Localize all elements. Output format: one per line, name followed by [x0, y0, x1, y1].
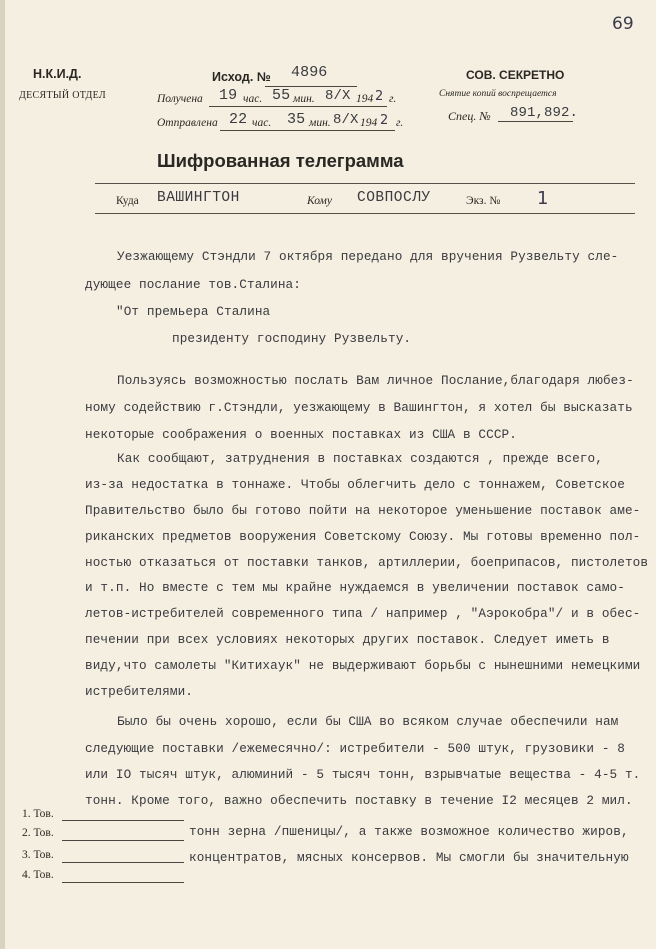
body-line: истребителями.	[85, 684, 193, 699]
copy-number-value: 1	[537, 188, 549, 209]
to-label: Кому	[307, 195, 332, 207]
address-top-rule	[95, 183, 635, 184]
sent-year-digit: 2	[380, 113, 389, 128]
body-line: или IO тысяч штук, алюминий - 5 тысяч тонн, взрывчатые вещества - 4-5 т.	[85, 767, 641, 782]
received-label: Получена	[157, 93, 203, 105]
page-edge-shadow	[0, 0, 5, 949]
copy-number-label: Экз. №	[466, 195, 501, 207]
body-line: Пользуясь возможностью послать Вам личное Послание,благодаря любез-	[117, 373, 634, 388]
received-year: 194	[356, 93, 374, 105]
sent-hour-unit: час.	[252, 117, 272, 129]
body-line: Как сообщают, затруднения в поставках создаются , прежде всего,	[117, 451, 603, 466]
sent-underline	[220, 130, 395, 131]
signatory-label: 2. Тов.	[22, 827, 54, 839]
body-line: концентратов, мясных консервов. Мы смогли бы значительную	[189, 850, 629, 865]
sent-label: Отправлена	[157, 117, 218, 129]
body-line: из-за недостатка в тоннаже. Чтобы облегчить дело с тоннажем, Советское	[85, 477, 625, 492]
sent-year: 194	[360, 117, 378, 129]
body-line: печении при всех условиях некоторых других поставок. Следует иметь в	[85, 632, 610, 647]
copy-prohibited-note: Снятие копий воспрещается	[439, 89, 557, 99]
salutation-to: президенту господину Рузвельту.	[172, 331, 412, 346]
sent-min-unit: мин.	[309, 117, 331, 129]
signatory-label: 4. Тов.	[22, 869, 54, 881]
document-title: Шифрованная телеграмма	[157, 150, 404, 171]
received-hour-unit: час.	[243, 93, 263, 105]
sent-date: 8/X	[333, 112, 359, 128]
body-line: следующие поставки /ежемесячно/: истребители - 500 штук, грузовики - 8	[85, 741, 625, 756]
body-line: виду,что самолеты "Китихаук" не выдерживают борьбы с нынешними немецкими	[85, 658, 641, 673]
outgoing-number: 4896	[291, 64, 328, 81]
sent-hour: 22	[229, 111, 248, 128]
spec-underline	[498, 121, 573, 122]
body-line: тонн зерна /пшеницы/, а также возможное количество жиров,	[189, 824, 629, 839]
body-line: некоторые соображения о военных поставках из США в СССР.	[85, 427, 517, 442]
signatory-line	[62, 882, 184, 883]
address-bottom-rule	[95, 213, 635, 214]
signatory-label: 1. Тов.	[22, 808, 54, 820]
where-value: ВАШИНГТОН	[157, 190, 240, 206]
outgoing-label: Исход. №	[212, 70, 271, 84]
received-min: 55	[272, 87, 291, 104]
body-line: ному содействию г.Стэндли, уезжающему в Вашингтон, я хотел бы высказать	[85, 400, 633, 415]
body-line: и т.п. Но вместе с тем мы крайне нуждаемся в увеличении поставок само-	[85, 580, 625, 595]
received-year-digit: 2	[375, 89, 384, 104]
to-value: СОВПОСЛУ	[357, 190, 431, 206]
received-underline	[209, 106, 387, 107]
signatory-line	[62, 862, 184, 863]
secrecy-stamp: СОВ. СЕКРЕТНО	[466, 68, 565, 82]
signatory-line	[62, 820, 184, 821]
body-line: Было бы очень хорошо, если бы США во всяком случае обеспечили нам	[117, 714, 619, 729]
body-line: тонн. Кроме того, важно обеспечить поставку в течение I2 месяцев 2 мил.	[85, 793, 633, 808]
signatory-line	[62, 840, 184, 841]
received-date: 8/X	[325, 88, 351, 104]
body-line: риканских предметов вооружения Советскому Союзу. Мы готовы временно пол-	[85, 529, 641, 544]
page-number: 69	[612, 14, 634, 34]
received-year-unit: г.	[389, 93, 397, 105]
where-label: Куда	[116, 195, 139, 207]
org-name: Н.К.И.Д.	[33, 67, 82, 81]
received-hour: 19	[219, 87, 238, 104]
body-line: Правительство было бы готово пойти на некоторое уменьшение поставок аме-	[85, 503, 641, 518]
body-line: дующее послание тов.Сталина:	[85, 277, 301, 292]
sent-min: 35	[287, 111, 306, 128]
body-line: летов-истребителей современного типа / например , "Аэрокобра"/ и в обес-	[85, 606, 641, 621]
salutation-from: "От премьера Сталина	[116, 304, 271, 319]
department: ДЕСЯТЫЙ ОТДЕЛ	[19, 90, 107, 101]
spec-label: Спец. №	[448, 109, 491, 123]
received-min-unit: мин.	[293, 93, 315, 105]
body-line: Уезжающему Стэндли 7 октября передано для вручения Рузвельту сле-	[117, 249, 619, 264]
spec-number: 891,892.	[510, 105, 579, 121]
signatory-label: 3. Тов.	[22, 849, 54, 861]
sent-year-unit: г.	[396, 117, 404, 129]
body-line: ностью отказаться от поставки танков, артиллерии, боеприпасов, пистолетов	[85, 555, 649, 570]
